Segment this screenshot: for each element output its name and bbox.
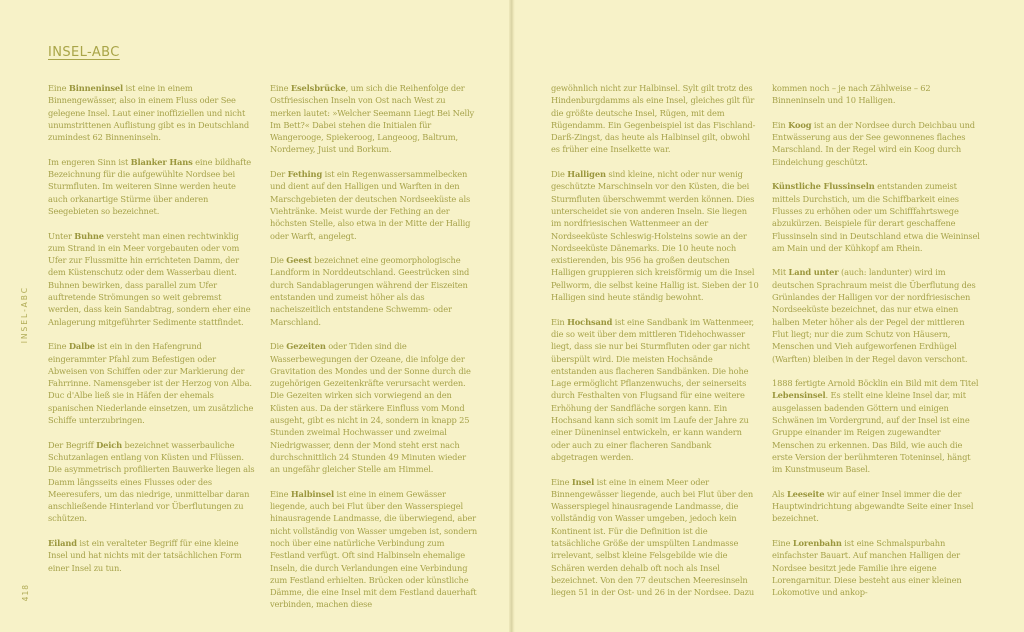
glossary-entry <box>48 439 256 525</box>
entry-term: Buhne <box>74 230 104 241</box>
glossary-entry <box>772 180 980 254</box>
entry-term: Halligen <box>567 169 606 180</box>
glossary-entry <box>48 230 256 328</box>
entry-text-post: wir auf einer Insel immer die der Hauptwindrichtung abgewandte Seite einer Insel bezeichnet. <box>772 488 974 524</box>
entry-term: Land unter <box>788 267 839 278</box>
entry-term: Binneninsel <box>68 83 124 93</box>
entry-term: Deich <box>96 439 123 450</box>
entry-term: Eselsbrücke <box>290 83 346 93</box>
glossary-entry <box>772 266 980 364</box>
entry-text-post: ist ein veralteter Begriff für eine kleine Insel und hat nichts mit der tatsächlichen Form einer Insel zu tun. <box>48 537 242 573</box>
text-column-1 <box>48 82 256 586</box>
entry-text-post: bezeichnet wasserbauliche Schutzanlagen entlang von Küsten und Flüssen. Die asymmetrisch profilierten Bauwerke liegen als Damm längsseits eines Flusses oder des Meeresufers, um das niedrige, unmittelbar daran anschließende Hinterland vor Überflutungen zu schützen. <box>48 439 255 524</box>
glossary-entry <box>270 340 478 475</box>
running-head-vertical: INSEL-ABC <box>20 286 29 344</box>
entry-text-pre: Der Begriff <box>48 439 97 450</box>
entry-term: Dalbe <box>68 341 95 352</box>
glossary-entry <box>551 476 759 599</box>
entry-text-pre: 1888 fertigte Arnold Böcklin ein Bild mit dem Titel <box>772 378 979 389</box>
entry-text-pre: Als <box>772 488 787 499</box>
entry-text-pre: Im engeren Sinn ist <box>48 156 131 167</box>
glossary-entry <box>772 377 980 475</box>
entry-text-pre: gewöhnlich nicht zur Halbinsel. Sylt gilt trotz des Hindenburgdamms als eine Insel, gleiches gilt für die größte deutsche Insel, Rügen, mit dem Rügendamm. Ein Gegenbeispiel ist das Fischland-Darß-Zingst, das heute als Halbinsel gilt, obwohl es früher eine Inselkette war. <box>551 83 756 155</box>
entry-text-pre: Ein <box>551 316 568 327</box>
glossary-entry <box>270 488 478 611</box>
entry-text-post: bezeichnet eine geomorphologische Landform in Norddeutschland. Geestrücken sind durch Sandablagerungen während der Eiszeiten entstanden und zumeist höher als das nacheiszeitlich entstandene Schwemm- oder Marschland. <box>270 255 470 327</box>
entry-text-pre: Eine <box>270 488 291 499</box>
glossary-entry <box>48 340 256 426</box>
entry-text-pre: Eine <box>270 83 291 93</box>
glossary-entry <box>48 82 256 143</box>
entry-text-post: ist ein in den Hafengrund eingerammter Pfahl zum Befestigen oder Abweisen von Schiffen oder zur Markierung der Fahrrinne. Namensgeber ist der Herzog von Alba. Duc d'Albe ließ sie in Häfen der ehemals spanischen Niederlande einsetzen, um zusätzliche Schiffe unterzubringen. <box>48 341 254 426</box>
entry-text-post: ist eine Sandbank im Wattenmeer, die so weit über dem mittleren Tidehochwasser liegt, dass sie nur bei Sturmfluten oder gar nicht überspült wird. Die meisten Hochsände entstanden aus flacheren Sandbänken. Die hohe Lage ermöglicht Pflanzenwuchs, der seinerseits durch Festhalten von Flugsand für eine weitere Erhöhung der Sandfläche sorgen kann. Ein Hochsand kann sich somit im Laufe der Jahre zu einer Düneninsel entwickeln, er kann wandern oder auch zu einer flacheren Sandbank abgetragen werden. <box>551 316 755 462</box>
glossary-entry <box>270 82 478 156</box>
entry-text-pre: Eine <box>551 476 572 487</box>
entry-text-post: ist ein Regenwassersammelbecken und dient auf den Halligen und Warften in den Marschgebieten der deutschen Nordseeküste als Viehtränke. Meist wurde der Fething an der höchsten Stelle, also etwa in der Mitte der Hallig oder Warft, angelegt. <box>270 169 471 241</box>
entry-term: Insel <box>571 476 595 487</box>
glossary-entry <box>772 537 980 598</box>
entry-term: Lorenbahn <box>792 537 842 548</box>
entry-text-post: . Es stellt eine kleine Insel dar, mit ausgelassen badenden Göttern und einigen Schwänen im Vordergrund, auf der Insel ist eine Gruppe einander im Reigen zugewandter Menschen zu erkennen. Das Bild, wie auch die erste Version der berühmteren Toteninsel, hängt im Kunstmuseum Basel. <box>772 390 971 475</box>
entry-text-post: oder Tiden sind die Wasserbewegungen der Ozeane, die infolge der Gravitation des Mondes und der Sonne durch die zugehörigen Gezeitenkräfte verursacht werden. Die Gezeiten wirken sich vorwiegend an den Küsten aus. Da der stärkere Einfluss vom Mond ausgeht, gibt es nicht in 24, sondern in knapp 25 Stunden zweimal Hochwasser und zweimal Niedrigwasser, denn der Mond steht erst nach durchschnittlich 24 Stunden 49 Minuten wieder an ungefähr gleicher Stelle am Himmel. <box>270 341 471 475</box>
glossary-entry <box>48 156 256 217</box>
glossary-entry <box>48 537 256 574</box>
entry-term: Koog <box>788 119 812 130</box>
entry-term: Blanker Hans <box>130 156 193 167</box>
book-gutter <box>509 0 515 632</box>
entry-term: Gezeiten <box>286 341 326 352</box>
entry-term: Lebensinsel <box>772 390 826 401</box>
entry-term: Eiland <box>48 537 77 548</box>
entry-text-post: eine bildhafte Bezeichnung für die aufgewühlte Nordsee bei Sturmfluten. Im weiteren Sinne werden heute auch orkanartige Stürme über anderen Seegebieten so bezeichnet. <box>48 156 252 216</box>
entry-text-post: ist eine Schmalspurbahn einfachster Bauart. Auf manchen Halligen der Nordsee besitzt jede Familie ihre eigene Lorengarnitur. Diese besteht aus einer kleinen Lokomotive und ankop- <box>772 537 962 598</box>
glossary-entry <box>551 316 759 464</box>
page-number: 418 <box>21 584 30 602</box>
entry-text-pre: Mit <box>772 267 789 278</box>
entry-term: Künstliche Flussinseln <box>772 181 875 192</box>
entry-text-post: ist an der Nordsee durch Deichbau und Entwässerung aus der See gewonnenes flaches Marschland. In der Regel wird ein Koog durch Eindeichung geschützt. <box>772 119 975 167</box>
glossary-entry <box>270 254 478 328</box>
glossary-entry <box>551 168 759 303</box>
glossary-entry <box>772 488 980 525</box>
page-title: INSEL-ABC <box>48 45 120 60</box>
entry-term: Fething <box>287 169 323 180</box>
glossary-entry <box>772 82 980 107</box>
entry-text-pre: Die <box>551 169 568 180</box>
entry-text-pre: Ein <box>772 119 789 130</box>
entry-text-post: sind kleine, nicht oder nur wenig geschützte Marschinseln vor den Küsten, die bei Sturmfluten überschwemmt werden können. Dies unterscheidet sie von anderen Inseln. Sie liegen im nordfriesischen Wattenmeer an der Nordseeküste Schleswig-Holsteins sowie an der Nordseeküste Dänemarks. Die 10 heute noch existierenden, bis 956 ha großen deutschen Halligen gruppieren sich kreisförmig um die Insel Pellworm, die selbst keine Hallig ist. Sieben der 10 Halligen sind heute ständig bewohnt. <box>551 169 759 303</box>
entry-term: Hochsand <box>567 316 613 327</box>
entry-text-post: versteht man einen rechtwinklig zum Strand in ein Meer vorgebauten oder vom Ufer zur Flussmitte hin errichteten Damm, der dem Küstenschutz oder dem Wasserbau dient. Buhnen bewirken, dass parallel zum Ufer auftretende Strömungen so weit gebremst werden, dass kein Sandabtrag, sondern eher eine Anlagerung mitgeführter Sedimente stattfindet. <box>48 230 251 327</box>
entry-text-post: ist eine in einem Gewässer liegende, auch bei Flut über den Wasserspiegel hinausragende Landmasse, die überwiegend, aber nicht vollständig von Wasser umgeben ist, sondern noch über eine natürliche Verbindung zum Festland verfügt. Oft sind Halbinseln ehemalige Inseln, die durch Verlandungen eine Verbindung zum Festland erhielten. Brücken oder künstliche Dämme, die eine Insel mit dem Festland dauerhaft verbinden, machen diese <box>270 488 478 610</box>
entry-text-pre: Eine <box>48 341 69 352</box>
entry-text-post: , um sich die Reihenfolge der Ostfriesischen Inseln von Ost nach West zu merken lautet: »Welcher Seemann Liegt Bei Nelly Im Bett?« Dabei stehen die Initialen für Wangerooge, Spiekeroog, Langeoog, Baltrum, Norderney, Juist und Borkum. <box>270 83 475 155</box>
entry-text-pre: Unter <box>48 230 75 241</box>
entry-term: Geest <box>286 255 312 266</box>
glossary-entry <box>270 168 478 242</box>
glossary-entry <box>772 119 980 168</box>
entry-text-post: entstanden zumeist mittels Durchstich, um die Schiffbarkeit eines Flusses zu erhöhen oder um Schifffahrtswege abzukürzen. Beispiele für derart geschaffene Flussinseln sind in Deutschland etwa die Weininsel am Main und der Kühkopf am Rhein. <box>772 181 980 253</box>
entry-text-pre: Der <box>270 169 288 180</box>
entry-term: Halbinsel <box>290 488 334 499</box>
entry-text-post: ist eine in einem Binnengewässer, also in einem Fluss oder See gelegene Insel. Laut einer inoffiziellen und nicht unumstrittenen Auflistung gibt es in Deutschland zumindest 62 Binneninseln. <box>48 83 250 143</box>
entry-term: Leeseite <box>786 488 825 499</box>
entry-text-pre: Eine <box>48 83 69 93</box>
entry-text-pre: Eine <box>772 537 793 548</box>
glossary-entry <box>551 82 759 156</box>
entry-text-post: ist eine in einem Meer oder Binnengewässer liegende, auch bei Flut über den Wasserspiegel hinausragende Landmasse, die vollständig von Wasser umgeben, jedoch kein Kontinent ist. Für die Definition ist die tatsächliche Größe der umspülten Landmasse irrelevant, selbst kleine Felsgebilde wie die Schären werden dehalb oft noch als Insel bezeichnet. Von den 77 deutschen Meeresinseln liegen 51 in der Ost- und 26 in der Nordsee. Dazu <box>551 476 755 598</box>
entry-text-post: (auch: landunter) wird im deutschen Sprachraum meist die Überflutung des Grünlandes der Halligen vor der nordfriesischen Nordseeküste bezeichnet, das nur etwa einen halben Meter höher als der Pegel der mittleren Flut liegt; nur die zum Schutz von Häusern, Menschen und Vieh aufgeworfenen Erdhügel (Warften) bleiben in der Regel davon verschont. <box>772 267 976 364</box>
entry-text-pre: Die <box>270 255 287 266</box>
text-column-2 <box>270 82 478 623</box>
entry-text-pre: kommen noch – je nach Zählweise – 62 Binneninseln und 10 Halligen. <box>772 83 931 106</box>
text-column-3 <box>551 82 759 611</box>
text-column-4 <box>772 82 980 611</box>
entry-text-pre: Die <box>270 341 287 352</box>
